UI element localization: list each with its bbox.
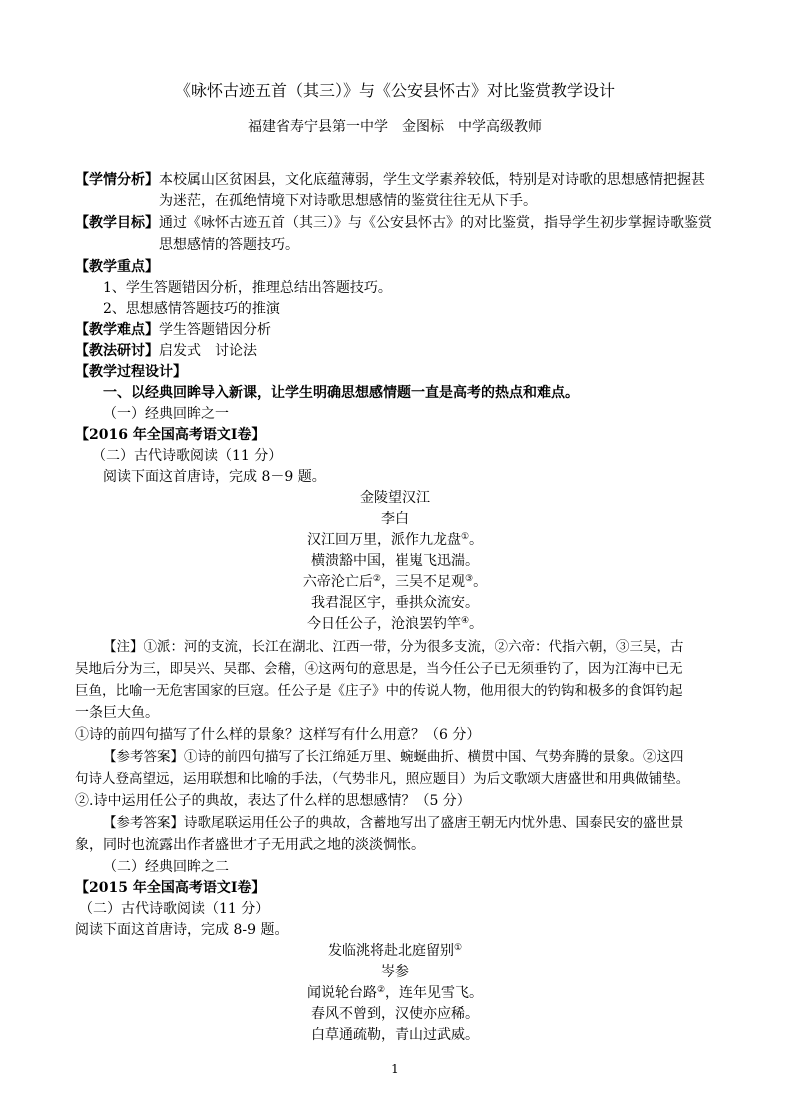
poem2-line1-end: ，连年见雪飞。 (385, 985, 484, 1001)
poem1-line1-end: 。 (469, 532, 484, 548)
note1-line4: 一条巨大鱼。 (75, 705, 159, 721)
jiaofa-text: 启发式 讨论法 (159, 343, 257, 359)
answer2-line2: 象，同时也流露出作者盛世才子无用武之地的淡淡惆怅。 (75, 837, 425, 853)
poem1-author: 李白 (381, 511, 409, 527)
poem1-title: 金陵望汉江 (360, 490, 430, 506)
poem1-line2: 横溃豁中国，崔嵬飞迅湍。 (311, 553, 479, 569)
zhongdian-item1: 1、学生答题错因分析，推理总结出答题技巧。 (103, 280, 392, 296)
mubiao-text2: 思想感情的答题技巧。 (159, 237, 299, 253)
exam2-heading: 【2015 年全国高考语文Ⅰ卷】 (75, 880, 266, 896)
poem1-line5 (0, 614, 790, 634)
author-line: 福建省寿宁县第一中学 金图标 中学高级教师 (248, 119, 542, 135)
poem1-line3-text: 六帝沦亡后 (302, 574, 373, 590)
question1: ①诗的前四句描写了什么样的景象？这样写有什么用意？（6 分） (75, 727, 481, 743)
note-marker: ③ (465, 574, 474, 584)
poem1-line3-mid: ，三吴不足观 (381, 574, 465, 590)
poem1-line5-text: 今日任公子，沧浪罢钓竿 (306, 616, 461, 632)
mubiao-label: 【教学目标】 (75, 215, 159, 231)
poem1-line1 (0, 530, 790, 550)
poem1-line5-end: 。 (469, 616, 484, 632)
zhongdian-label: 【教学重点】 (75, 259, 159, 275)
document-title: 《咏怀古迹五首（其三）》与《公安县怀古》对比鉴赏教学设计 (174, 81, 615, 100)
poem2-title-text: 发临洮将赴北庭留别 (327, 943, 454, 959)
sub1-heading: （一）经典回眸之一 (103, 406, 229, 422)
xueqing-text2: 为迷茫，在孤绝情境下对诗歌思想感情的鉴赏往往无从下手。 (159, 193, 537, 209)
poem2-line1 (0, 983, 790, 1003)
section1-heading: （二）古代诗歌阅读（11 分） (92, 448, 283, 464)
note-marker: ① (453, 943, 463, 953)
note-marker: ② (372, 574, 381, 584)
jiaofa-line (75, 341, 257, 361)
step1-text: 一、以经典回眸导入新课，让学生明确思想感情题一直是高考的热点和难点。 (103, 385, 579, 401)
exam1-heading: 【2016 年全国高考语文Ⅰ卷】 (75, 427, 266, 443)
answer2-line1: 【参考答案】诗歌尾联运用任公子的典故，含蓄地写出了盛唐王朝无内忧外患、国泰民安的盛世景 (103, 815, 684, 831)
note-marker: ① (460, 532, 470, 542)
poem2-line1-text: 闻说轮台路 (306, 985, 377, 1001)
xueqing-text1: 本校属山区贫困县，文化底蕴薄弱，学生文学素养较低，特别是对诗歌的思想感情把握甚 (159, 172, 705, 188)
xueqing-label: 【学情分析】 (75, 172, 159, 188)
section2-heading: （二）古代诗歌阅读（11 分） (79, 901, 270, 917)
note1-line2: 吴地后分为三，即吴兴、吴郡、会稽，④这两句的意思是，当今任公子已无须垂钓了，因为江海中已无 (75, 661, 683, 677)
poem2-author: 岑参 (381, 964, 409, 980)
note-marker: ④ (460, 616, 470, 626)
poem2-line3: 白草通疏勒，青山过武威。 (311, 1027, 479, 1043)
poem2-line2: 春风不曾到，汉使亦应稀。 (311, 1006, 479, 1022)
poem1-line1-text: 汉江回万里，派作九龙盘 (306, 532, 461, 548)
instruction1: 阅读下面这首唐诗，完成 8－9 题。 (103, 469, 326, 485)
question2: ②.诗中运用任公子的典故，表达了什么样的思想感情？（5 分） (75, 793, 471, 809)
answer1-line2: 句诗人登高望远，运用联想和比喻的手法，（气势非凡，照应题目）为后文歌颂大唐盛世和用典做铺垫。 (75, 771, 690, 787)
sub2-heading: （二）经典回眸之二 (103, 859, 229, 875)
mubiao-line1 (75, 213, 712, 233)
poem1-line3 (0, 572, 790, 592)
jiaofa-label: 【教法研讨】 (75, 343, 159, 359)
note1-line1: 【注】①派：河的支流，长江在湖北、江西一带，分为很多支流，②六帝：代指六朝，③三吴，古 (103, 639, 684, 655)
poem1-line3-end: 。 (473, 574, 488, 590)
poem2-title (0, 941, 790, 961)
instruction2: 阅读下面这首唐诗，完成 8-9 题。 (75, 922, 289, 938)
nandian-line (75, 320, 271, 340)
xueqing-line1 (75, 170, 705, 190)
nandian-text: 学生答题错因分析 (159, 322, 271, 338)
answer1-line1: 【参考答案】①诗的前四句描写了长江绵延万里、蜿蜒曲折、横贯中国、气势奔腾的景象。②这四 (103, 749, 684, 765)
note-marker: ② (376, 985, 386, 995)
note1-line3: 巨鱼，比喻一无危害国家的巨寇。任公子是《庄子》中的传说人物，他用很大的钓钩和极多的食饵钓起 (75, 683, 683, 699)
zhongdian-item2: 2、思想感情答题技巧的推演 (103, 301, 280, 317)
page-number: 1 (391, 1062, 399, 1076)
poem1-line4: 我君混区宇，垂拱众流安。 (311, 595, 479, 611)
guocheng-label: 【教学过程设计】 (75, 364, 187, 380)
mubiao-text1: 通过《咏怀古迹五首（其三）》与《公安县怀古》的对比鉴赏，指导学生初步掌握诗歌鉴赏 (159, 215, 712, 231)
nandian-label: 【教学难点】 (75, 322, 159, 338)
